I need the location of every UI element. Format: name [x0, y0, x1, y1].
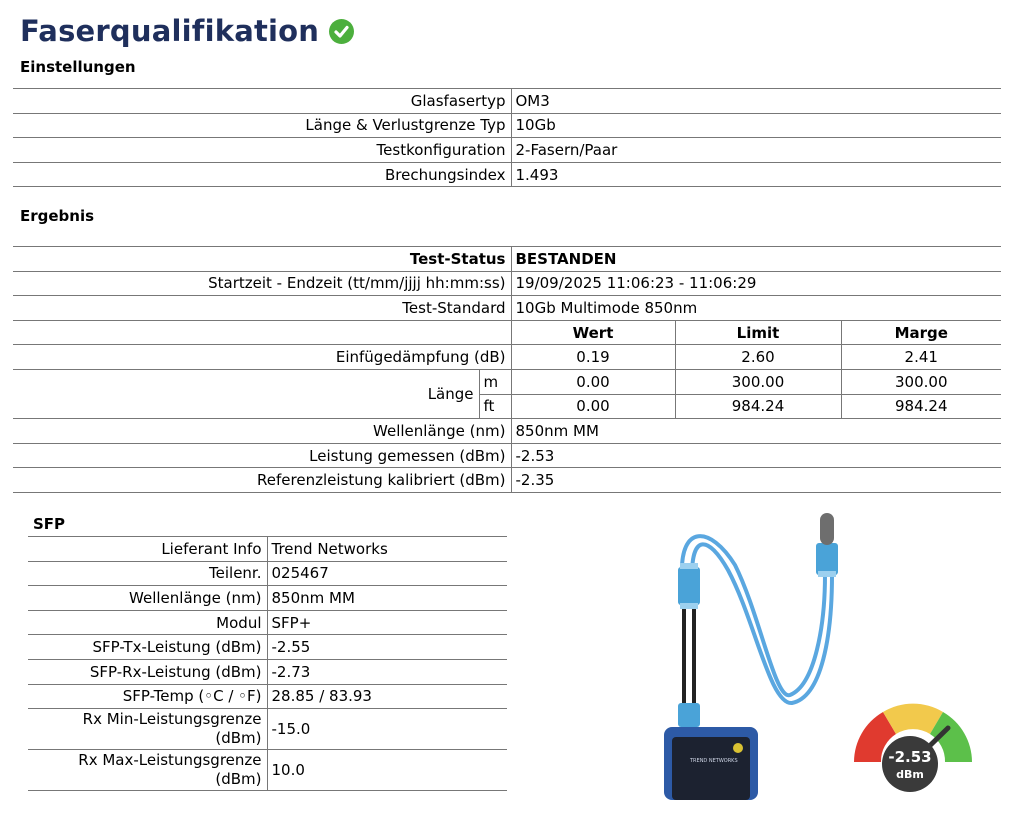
row-value: 2-Fasern/Paar [515, 140, 618, 159]
table-row [28, 610, 507, 635]
settings-table [13, 88, 1001, 187]
table-row [28, 537, 507, 562]
table-row [13, 320, 1001, 345]
result-heading: Ergebnis [20, 207, 95, 225]
row-value: 10.0 [271, 761, 305, 780]
insertion-value: 0.19 [511, 345, 675, 370]
row-label: Länge & Verlustgrenze Typ [13, 113, 511, 138]
gauge-value: -2.53 [888, 748, 932, 766]
col-header-value: Wert [511, 320, 675, 345]
row-label: Teilenr. [28, 561, 267, 586]
row-value: 1.493 [515, 165, 559, 184]
table-row [13, 296, 1001, 321]
table-row [28, 561, 507, 586]
length-ft-value: 0.00 [511, 394, 675, 419]
length-m-limit: 300.00 [675, 369, 841, 394]
insertion-label: Einfügedämpfung (dB) [13, 345, 511, 370]
length-label: Länge [13, 369, 479, 418]
table-row [28, 635, 507, 660]
power-value: -2.53 [515, 446, 555, 465]
check-circle-icon [329, 19, 354, 44]
status-badge: BESTANDEN [515, 249, 617, 268]
length-unit-m: m [479, 369, 511, 394]
table-row [28, 586, 507, 611]
row-value: Trend Networks [271, 539, 388, 558]
table-row [28, 750, 507, 791]
result-table [13, 246, 1001, 493]
row-label: SFP-Tx-Leistung (dBm) [28, 635, 267, 660]
wavelength-label: Wellenlänge (nm) [13, 419, 511, 444]
gauge-unit: dBm [896, 768, 924, 781]
row-value: SFP+ [271, 613, 312, 632]
table-row [13, 443, 1001, 468]
settings-heading: Einstellungen [20, 58, 136, 76]
row-value: 850nm MM [271, 588, 355, 607]
page-title [20, 14, 354, 48]
standard-label: Test-Standard [13, 296, 511, 321]
table-row [13, 345, 1001, 370]
length-ft-margin: 984.24 [895, 397, 948, 416]
row-value: 28.85 / 83.93 [271, 687, 372, 706]
time-label: Startzeit - Endzeit (tt/mm/jjjj hh:mm:ss) [13, 271, 511, 296]
table-row [13, 369, 1001, 394]
insertion-margin: 2.41 [904, 348, 938, 367]
wavelength-value: 850nm MM [515, 421, 599, 440]
device-brand: TREND NETWORKS [690, 758, 738, 764]
sfp-heading: SFP [33, 515, 66, 533]
row-value: OM3 [515, 91, 550, 110]
status-label: Test-Status [13, 247, 511, 272]
power-gauge [848, 700, 978, 795]
table-row [13, 468, 1001, 493]
length-ft-limit: 984.24 [675, 394, 841, 419]
row-value: -15.0 [271, 720, 311, 739]
row-label: SFP-Temp (◦C / ◦F) [28, 684, 267, 709]
table-row [28, 659, 507, 684]
table-row [28, 709, 507, 750]
ref-label: Referenzleistung kalibriert (dBm) [13, 468, 511, 493]
length-m-margin: 300.00 [895, 372, 948, 391]
sfp-table [28, 536, 507, 791]
page-title-text: Faserqualifikation [20, 14, 320, 48]
row-label: Testkonfiguration [13, 138, 511, 163]
row-value: 10Gb [515, 116, 556, 135]
row-label: Brechungsindex [13, 162, 511, 187]
length-m-value: 0.00 [511, 369, 675, 394]
table-row [13, 138, 1001, 163]
table-row [13, 89, 1001, 114]
row-label: SFP-Rx-Leistung (dBm) [28, 659, 267, 684]
row-value: -2.73 [271, 662, 311, 681]
standard-value: 10Gb Multimode 850nm [515, 298, 698, 317]
row-label: Modul [28, 610, 267, 635]
ref-value: -2.35 [515, 471, 555, 490]
fiber-cable-icon [682, 536, 832, 703]
row-label: Wellenlänge (nm) [28, 586, 267, 611]
length-unit-ft: ft [479, 394, 511, 419]
insertion-limit: 2.60 [675, 345, 841, 370]
empty-cell [13, 320, 511, 345]
power-label: Leistung gemessen (dBm) [13, 443, 511, 468]
row-label: Lieferant Info [28, 537, 267, 562]
row-value: 025467 [271, 564, 329, 583]
row-label: Glasfasertyp [13, 89, 511, 114]
table-row [13, 162, 1001, 187]
row-label: Rx Min-Leistungsgrenze (dBm) [28, 709, 267, 750]
time-value: 19/09/2025 11:06:23 - 11:06:29 [515, 274, 757, 293]
table-row [13, 419, 1001, 444]
table-row [13, 113, 1001, 138]
col-header-margin: Marge [894, 323, 948, 342]
row-value: -2.55 [271, 638, 311, 657]
table-row [13, 247, 1001, 272]
table-row [28, 684, 507, 709]
row-label: Rx Max-Leistungsgrenze (dBm) [28, 750, 267, 791]
table-row [13, 271, 1001, 296]
tester-device-illustration [640, 505, 850, 800]
col-header-limit: Limit [675, 320, 841, 345]
